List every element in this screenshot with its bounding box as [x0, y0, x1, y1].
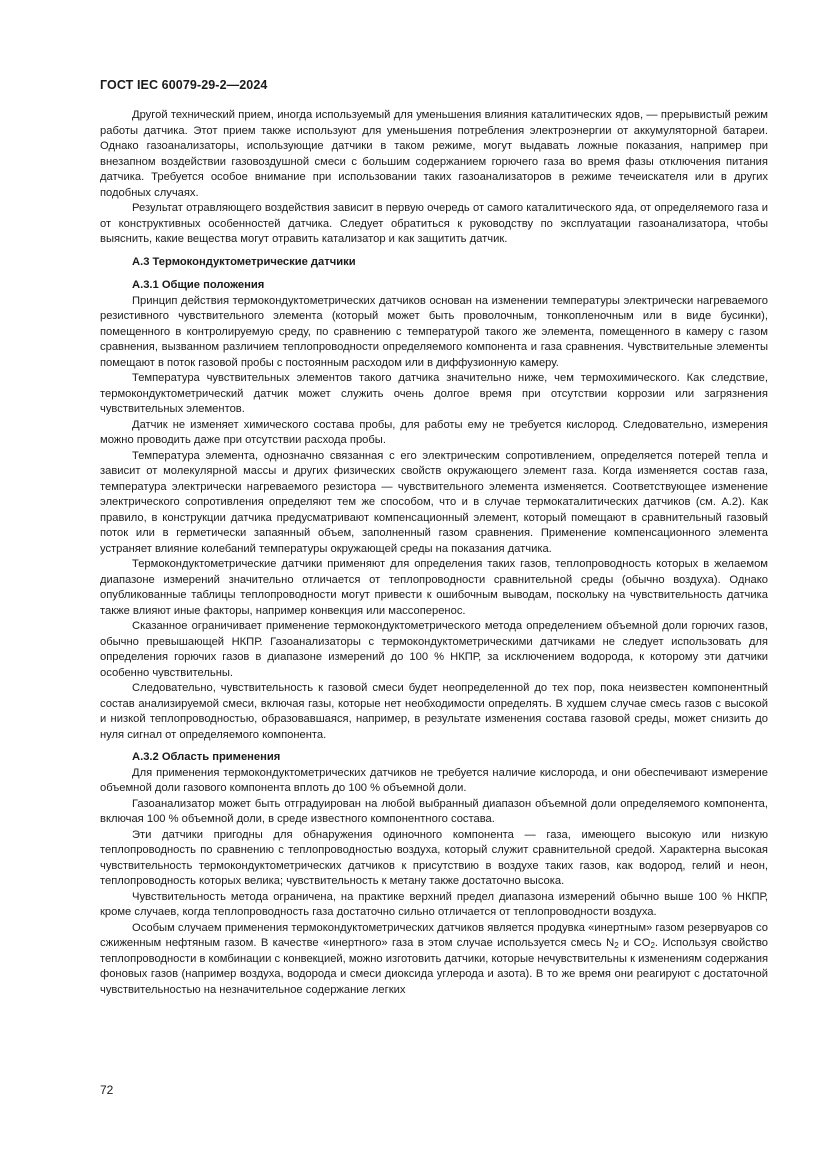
- body-paragraph: Следовательно, чувствительность к газовой смеси будет неопределенной до тех пор, пока неизвестен компонентный состав анализируемой смеси, включая газы, которые нет необходимости определять. В худшем случае смесь газов с высокой и низкой теплопроводностью, образовавшаяся, например, в результате изменения состава газовой среды, может снизить до нуля сигнал от определяемого компонента.: [100, 682, 768, 741]
- body-paragraph: Результат отравляющего воздействия зависит в первую очередь от самого каталитического яда, от определяемого газа и от конструктивных особенностей датчика. Следует обратиться к руководству по эксплуатации газоанализатора, чтобы выяснить, какие вещества могут отравить катализатор и как защитить датчик.: [100, 202, 768, 245]
- page-number: 72: [100, 1083, 114, 1097]
- body-paragraph: Температура элемента, однозначно связанная с его электрическим сопротивлением, определяется потерей тепла и зависит от молекулярной массы и других физических свойств окружающего элемент газа. Когда изменяется состав газа, температура электрически нагреваемого резистора — чувствительного элемента изменяется. Соответствующее изменение электрического сопротивления определяют тем же способом, что и в случае термокаталитических датчиков (см. А.2). Как правило, в конструкции датчика предусматривают компенсационный элемент, который помещают в сравнительный газовый поток или в герметически запаянный объем, заполненный газом сравнения. Применение компенсационного элемента устраняет влияние колебаний температуры окружающей среды на показания датчика.: [100, 449, 768, 555]
- text-run: и CO: [618, 937, 651, 949]
- body-paragraph: Принцип действия термокондуктометрических датчиков основан на изменении температуры электрически нагреваемого резистивного чувствительного элемента (который может быть проволочным, тонкопленочным или в виде бусинки), помещенного в контролируемую среду, по сравнению с температурой такого же элемента, помещенного в камеру с газом сравнения, вызванном различием теплопроводности определяемого компонента и газа сравнения. Чувствительные элементы помещают в поток газовой пробы с постоянным расходом или в диффузионную камеру.: [100, 294, 768, 369]
- subscript: 2: [650, 941, 655, 950]
- text-run: . Используя свойство теплопроводности в комбинации с конвекцией, можно изготовить датчики, которые нечувствительны к изменениям содержания фоновых газов (например воздуха, водорода и смеси диоксида углерода и азота). В то же время они реагируют с достаточной чувствительностью на незначительное содержание легких: [100, 937, 768, 996]
- body-paragraph-last: [100, 921, 768, 999]
- section-heading-a3: А.3 Термокондуктометрические датчики: [132, 255, 356, 268]
- body-paragraph: Термокондуктометрические датчики применяют для определения таких газов, теплопроводность которых в желаемом диапазоне измерений значительно отличается от теплопроводности сравнительной среды (обычно воздуха). Однако опубликованные таблицы теплопроводности могут привести к ошибочным выводам, поскольку на чувствительность датчика также влияют иные факторы, например конвекция или массоперенос.: [100, 558, 768, 617]
- subsection-heading-a3-1: А.3.1 Общие положения: [132, 279, 265, 291]
- subscript: 2: [614, 941, 619, 950]
- text-run: Особым случаем применения термокондуктометрических датчиков является продувка «инертным» газом резервуаров со сжиженным нефтяным газом. В качестве «инертного» газа в этом случае используется смесь N: [100, 921, 768, 949]
- body-paragraph: Датчик не изменяет химического состава пробы, для работы ему не требуется кислород. Следовательно, измерения можно проводить даже при отсутствии расхода пробы.: [100, 418, 768, 446]
- page-body: [100, 108, 768, 998]
- body-paragraph: Для применения термокондуктометрических датчиков не требуется наличие кислорода, и они обеспечивают измерение объемной доли газового компонента вплоть до 100 % объемной доли.: [100, 766, 768, 794]
- document-header: ГОСТ IEC 60079-29-2—2024: [100, 78, 268, 92]
- body-paragraph: Сказанное ограничивает применение термокондуктометрического метода определением объемной доли горючих газов, обычно превышающей НКПР. Газоанализаторы с термокондуктометрическими датчиками не следует использовать для определения горючих газов в диапазоне измерений до 100 % НКПР, за исключением водорода, к которому эти датчики особенно чувствительны.: [100, 620, 768, 679]
- subsection-heading-a3-2: А.3.2 Область применения: [132, 751, 281, 763]
- body-paragraph: Эти датчики пригодны для обнаружения одиночного компонента — газа, имеющего высокую или низкую теплопроводность по сравнению с теплопроводностью воздуха, который служит сравнительной средой. Характерна высокая чувствительность термокондуктометрических датчиков к присутствию в воздухе таких газов, как водород, гелий и неон, теплопроводность которых велика; чувствительность к метану также достаточно высока.: [100, 828, 768, 887]
- body-paragraph: Газоанализатор может быть отградуирован на любой выбранный диапазон объемной доли определяемого компонента, включая 100 % объемной доли, в среде известного компонентного состава.: [100, 797, 768, 825]
- body-paragraph: Чувствительность метода ограничена, на практике верхний предел диапазона измерений обычно выше 100 % НКПР, кроме случаев, когда теплопроводность газа достаточно сильно отличается от теплопроводности воздуха.: [100, 890, 768, 918]
- body-paragraph: Температура чувствительных элементов такого датчика значительно ниже, чем термохимического. Как следствие, термокондуктометрический датчик может служить очень долгое время при отсутствии коррозии или загрязнения чувствительных элементов.: [100, 372, 768, 415]
- body-paragraph: Другой технический прием, иногда используемый для уменьшения влияния каталитических ядов, — прерывистый режим работы датчика. Этот прием также используют для уменьшения потребления электроэнергии от аккумуляторной батареи. Однако газоанализаторы, использующие датчики в таком режиме, могут выдавать ложные показания, например при внезапном воздействии газовоздушной смеси с большим содержанием горючего газа во время фазы отключения питания датчика. Требуется особое внимание при использовании таких газоанализаторов в режиме течеискателя или в других подобных случаях.: [100, 109, 768, 199]
